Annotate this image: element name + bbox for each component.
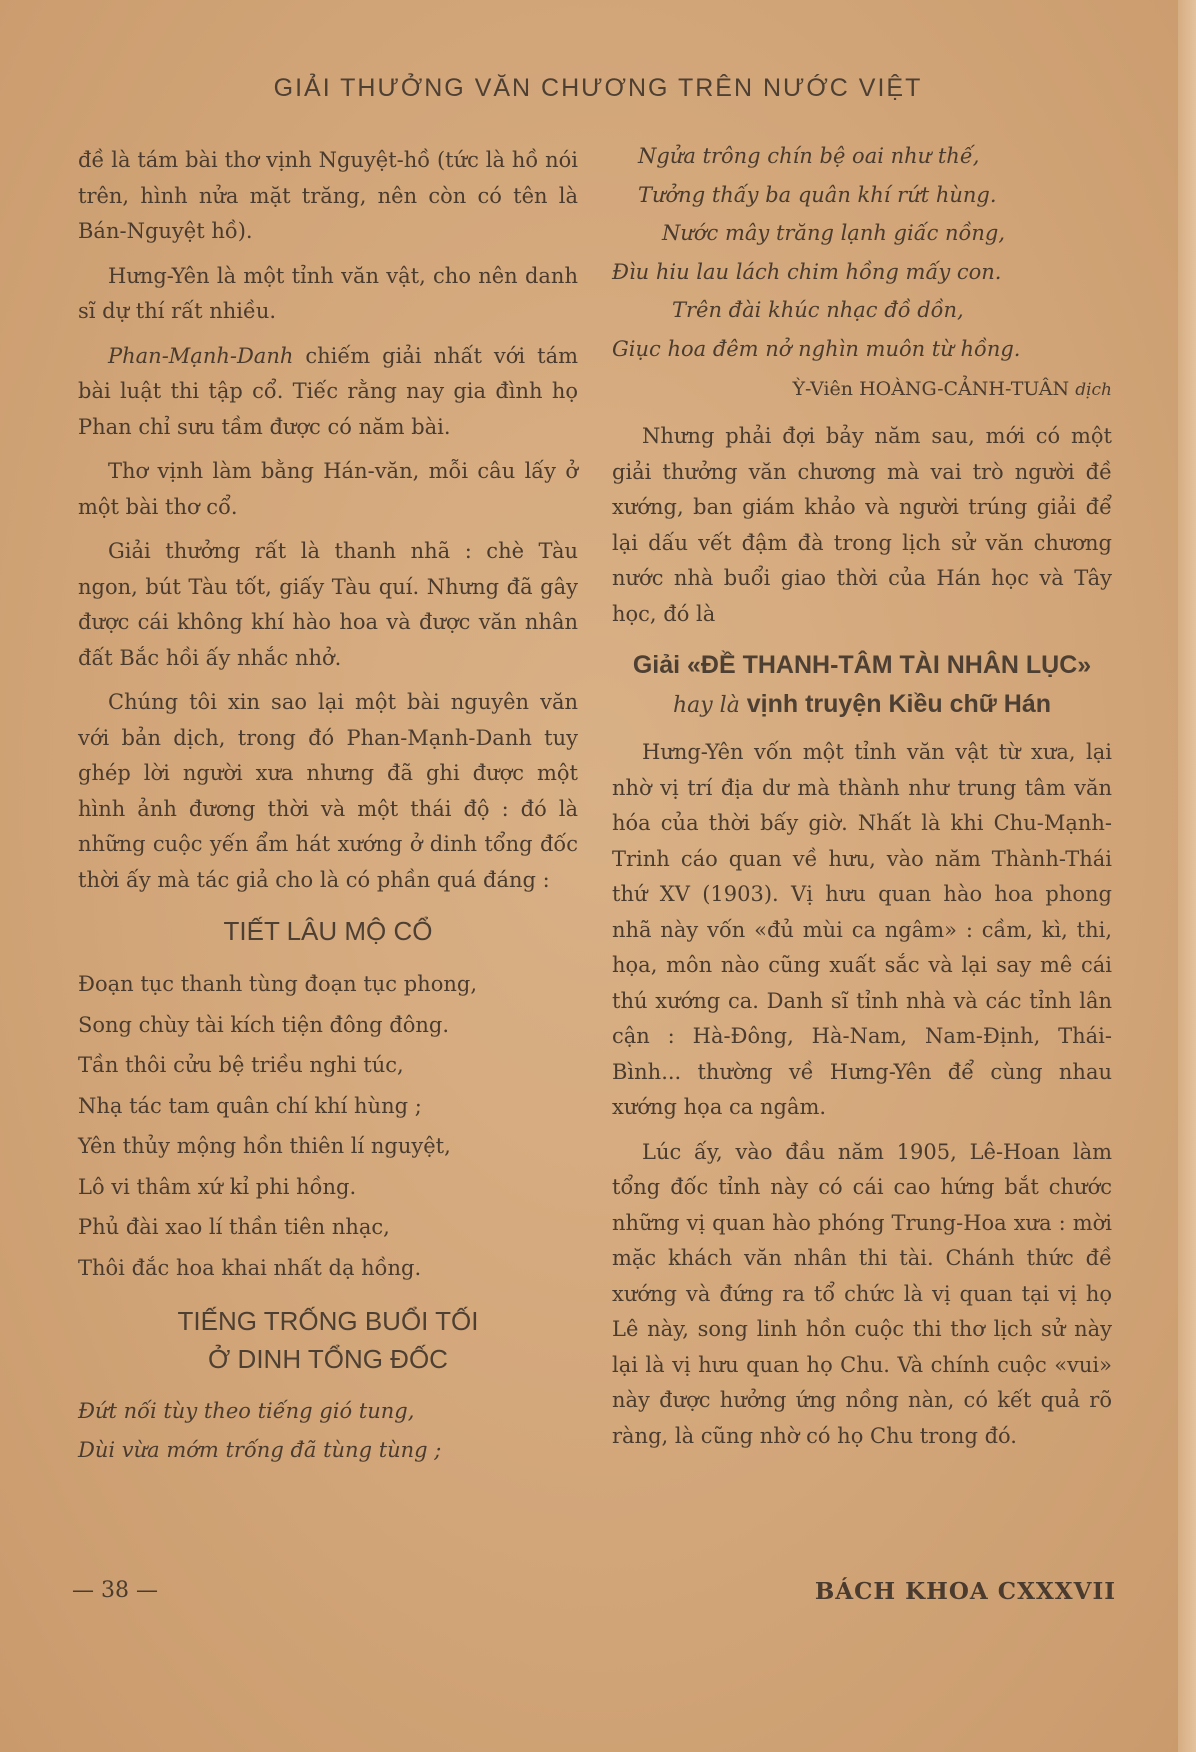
translation-title-line: Ở DINH TỔNG ĐỐC [208, 1344, 448, 1374]
left-column [78, 143, 578, 1475]
paragraph [78, 339, 578, 446]
poem-line: Đìu hiu lau lách chim hồng mấy con. [612, 259, 1002, 284]
poem-line: Tưởng thấy ba quân khí rứt hùng. [638, 182, 997, 207]
poem-line: Tần thôi cửu bệ triều nghi túc, [78, 1053, 404, 1077]
right-column [612, 143, 1112, 1463]
running-header: GIẢI THƯỞNG VĂN CHƯƠNG TRÊN NƯỚC VIỆT [273, 74, 923, 102]
poem-line: Phủ đài xao lí thần tiên nhạc, [78, 1215, 390, 1239]
paragraph: đề là tám bài thơ vịnh Nguyệt-hồ (tức là hồ nói trên, hình nửa mặt trăng, nên còn có tên là Bán-Nguyệt hồ). [78, 148, 578, 243]
section-title-sub: vịnh truyện Kiều chữ Hán [746, 690, 1052, 718]
paragraph: Lúc ấy, vào đầu năm 1905, Lê-Hoan làm tổng đốc tỉnh này có cái cao hứng bắt chước những vị quan hào phóng Trung-Hoa xưa : mời mặc khách văn nhân thi tài. Chánh thức đề xướng và đứng ra tổ chức là vị quan tại vị họ Lê này, song linh hồn cuộc thi thơ lịch sử này lại là vị hưu quan họ Chu. Và chính cuộc «vui» này được hưởng ứng nồng nàn, có kết quả rõ ràng, là cũng nhờ có họ Chu trong đó. [612, 1139, 1112, 1448]
paragraph: Chúng tôi xin sao lại một bài nguyên văn với bản dịch, trong đó Phan-Mạnh-Danh tuy ghép lời người xưa nhưng đã ghi được một hình ảnh đương thời và một thái độ : đó là những cuộc yến ẩm hát xướng ở dinh tổng đốc thời ấy mà tác giả cho là có phần quá đáng : [78, 690, 578, 892]
translator-role: dịch [1075, 380, 1112, 400]
poem-line: Đứt nối tùy theo tiếng gió tung, [78, 1399, 415, 1423]
poem-line: Yên thủy mộng hồn thiên lí nguyệt, [78, 1134, 451, 1158]
paragraph: Giải thưởng rất là thanh nhã : chè Tàu ngon, bút Tàu tốt, giấy Tàu quí. Nhưng đã gây được cái không khí hào hoa và được văn nhân đất Bắc hồi ấy nhắc nhở. [78, 539, 578, 670]
translation-title [78, 1302, 578, 1378]
author-name: Phan-Mạnh-Danh [108, 343, 294, 368]
page-number: — 38 — [72, 1578, 158, 1603]
poem-line: Trên đài khúc nhạc đồ dồn, [672, 298, 964, 322]
paragraph: Hưng-Yên là một tỉnh văn vật, cho nên danh sĩ dự thí rất nhiều. [78, 263, 578, 323]
paragraph: Thơ vịnh làm bằng Hán-văn, mỗi câu lấy ở một bài thơ cổ. [78, 459, 578, 519]
section-title-connector: hay là [672, 693, 740, 718]
paragraph: Hưng-Yên vốn một tỉnh văn vật từ xưa, lại nhờ vị trí địa dư mà thành như trung tâm văn hóa của thời bấy giờ. Nhất là khi Chu-Mạnh-Trinh cáo quan về hưu, vào năm Thành-Thái thứ XV (1903). Vị hưu quan hào hoa phong nhã này vốn «đủ mùi ca ngâm» : cầm, kì, thi, họa, môn nào cũng xuất sắc và lại say mê cái thú xướng ca. Danh sĩ tỉnh nhà và các tỉnh lân cận : Hà-Đông, Hà-Nam, Nam-Định, Thái-Bình... thường về Hưng-Yên để cùng nhau xướng họa ca ngâm. [612, 740, 1112, 1119]
poem-original [78, 964, 578, 1288]
poem-line: Thôi đắc hoa khai nhất dạ hồng. [78, 1255, 422, 1280]
poem-line: Giục hoa đêm nở nghìn muôn từ hồng. [612, 336, 1021, 361]
poem-line: Ngửa trông chín bệ oai như thế, [638, 144, 980, 168]
poem-translation-end [612, 137, 1112, 368]
poem-line: Nước mây trăng lạnh giấc nồng, [662, 221, 1006, 245]
poem-line: Lô vi thâm xứ kỉ phi hồng. [78, 1174, 357, 1199]
poem-line: Song chùy tài kích tiện đông đông. [78, 1012, 450, 1037]
section-title-main: Giải «ĐỀ THANH-TÂM TÀI NHÂN LỤC» [632, 651, 1092, 679]
translator-name: Ỳ-Viên HOÀNG-CẢNH-TUÂN [792, 378, 1070, 400]
paragraph: Nhưng phải đợi bảy năm sau, mới có một giải thưởng văn chương mà vai trò người đề xướng, ban giám khảo và người trúng giải để lại dấu vết đậm đà trong lịch sử văn chương nước nhà buổi giao thời của Hán học và Tây học, đó là [612, 424, 1112, 626]
poem-translation-start [78, 1392, 578, 1469]
poem-title: TIẾT LÂU MỘ CỔ [223, 916, 433, 946]
poem-line: Đoạn tục thanh tùng đoạn tục phong, [78, 972, 477, 996]
translator-credit [612, 374, 1112, 405]
poem-line: Nhạ tác tam quân chí khí hùng ; [78, 1093, 422, 1118]
magazine-issue: BÁCH KHOA CXXXVII [814, 1578, 1116, 1605]
section-title [612, 646, 1112, 725]
translation-title-line: TIẾNG TRỐNG BUỔI TỐI [177, 1306, 479, 1336]
poem-line: Dùi vừa mớm trống đã tùng tùng ; [78, 1437, 442, 1462]
page-edge [1178, 0, 1196, 1752]
paragraph-text: chiếm giải nhất với tám bài luật thi tập cổ. Tiếc rằng nay gia đình họ Phan chỉ sưu tầm được có năm bài. [78, 343, 578, 439]
